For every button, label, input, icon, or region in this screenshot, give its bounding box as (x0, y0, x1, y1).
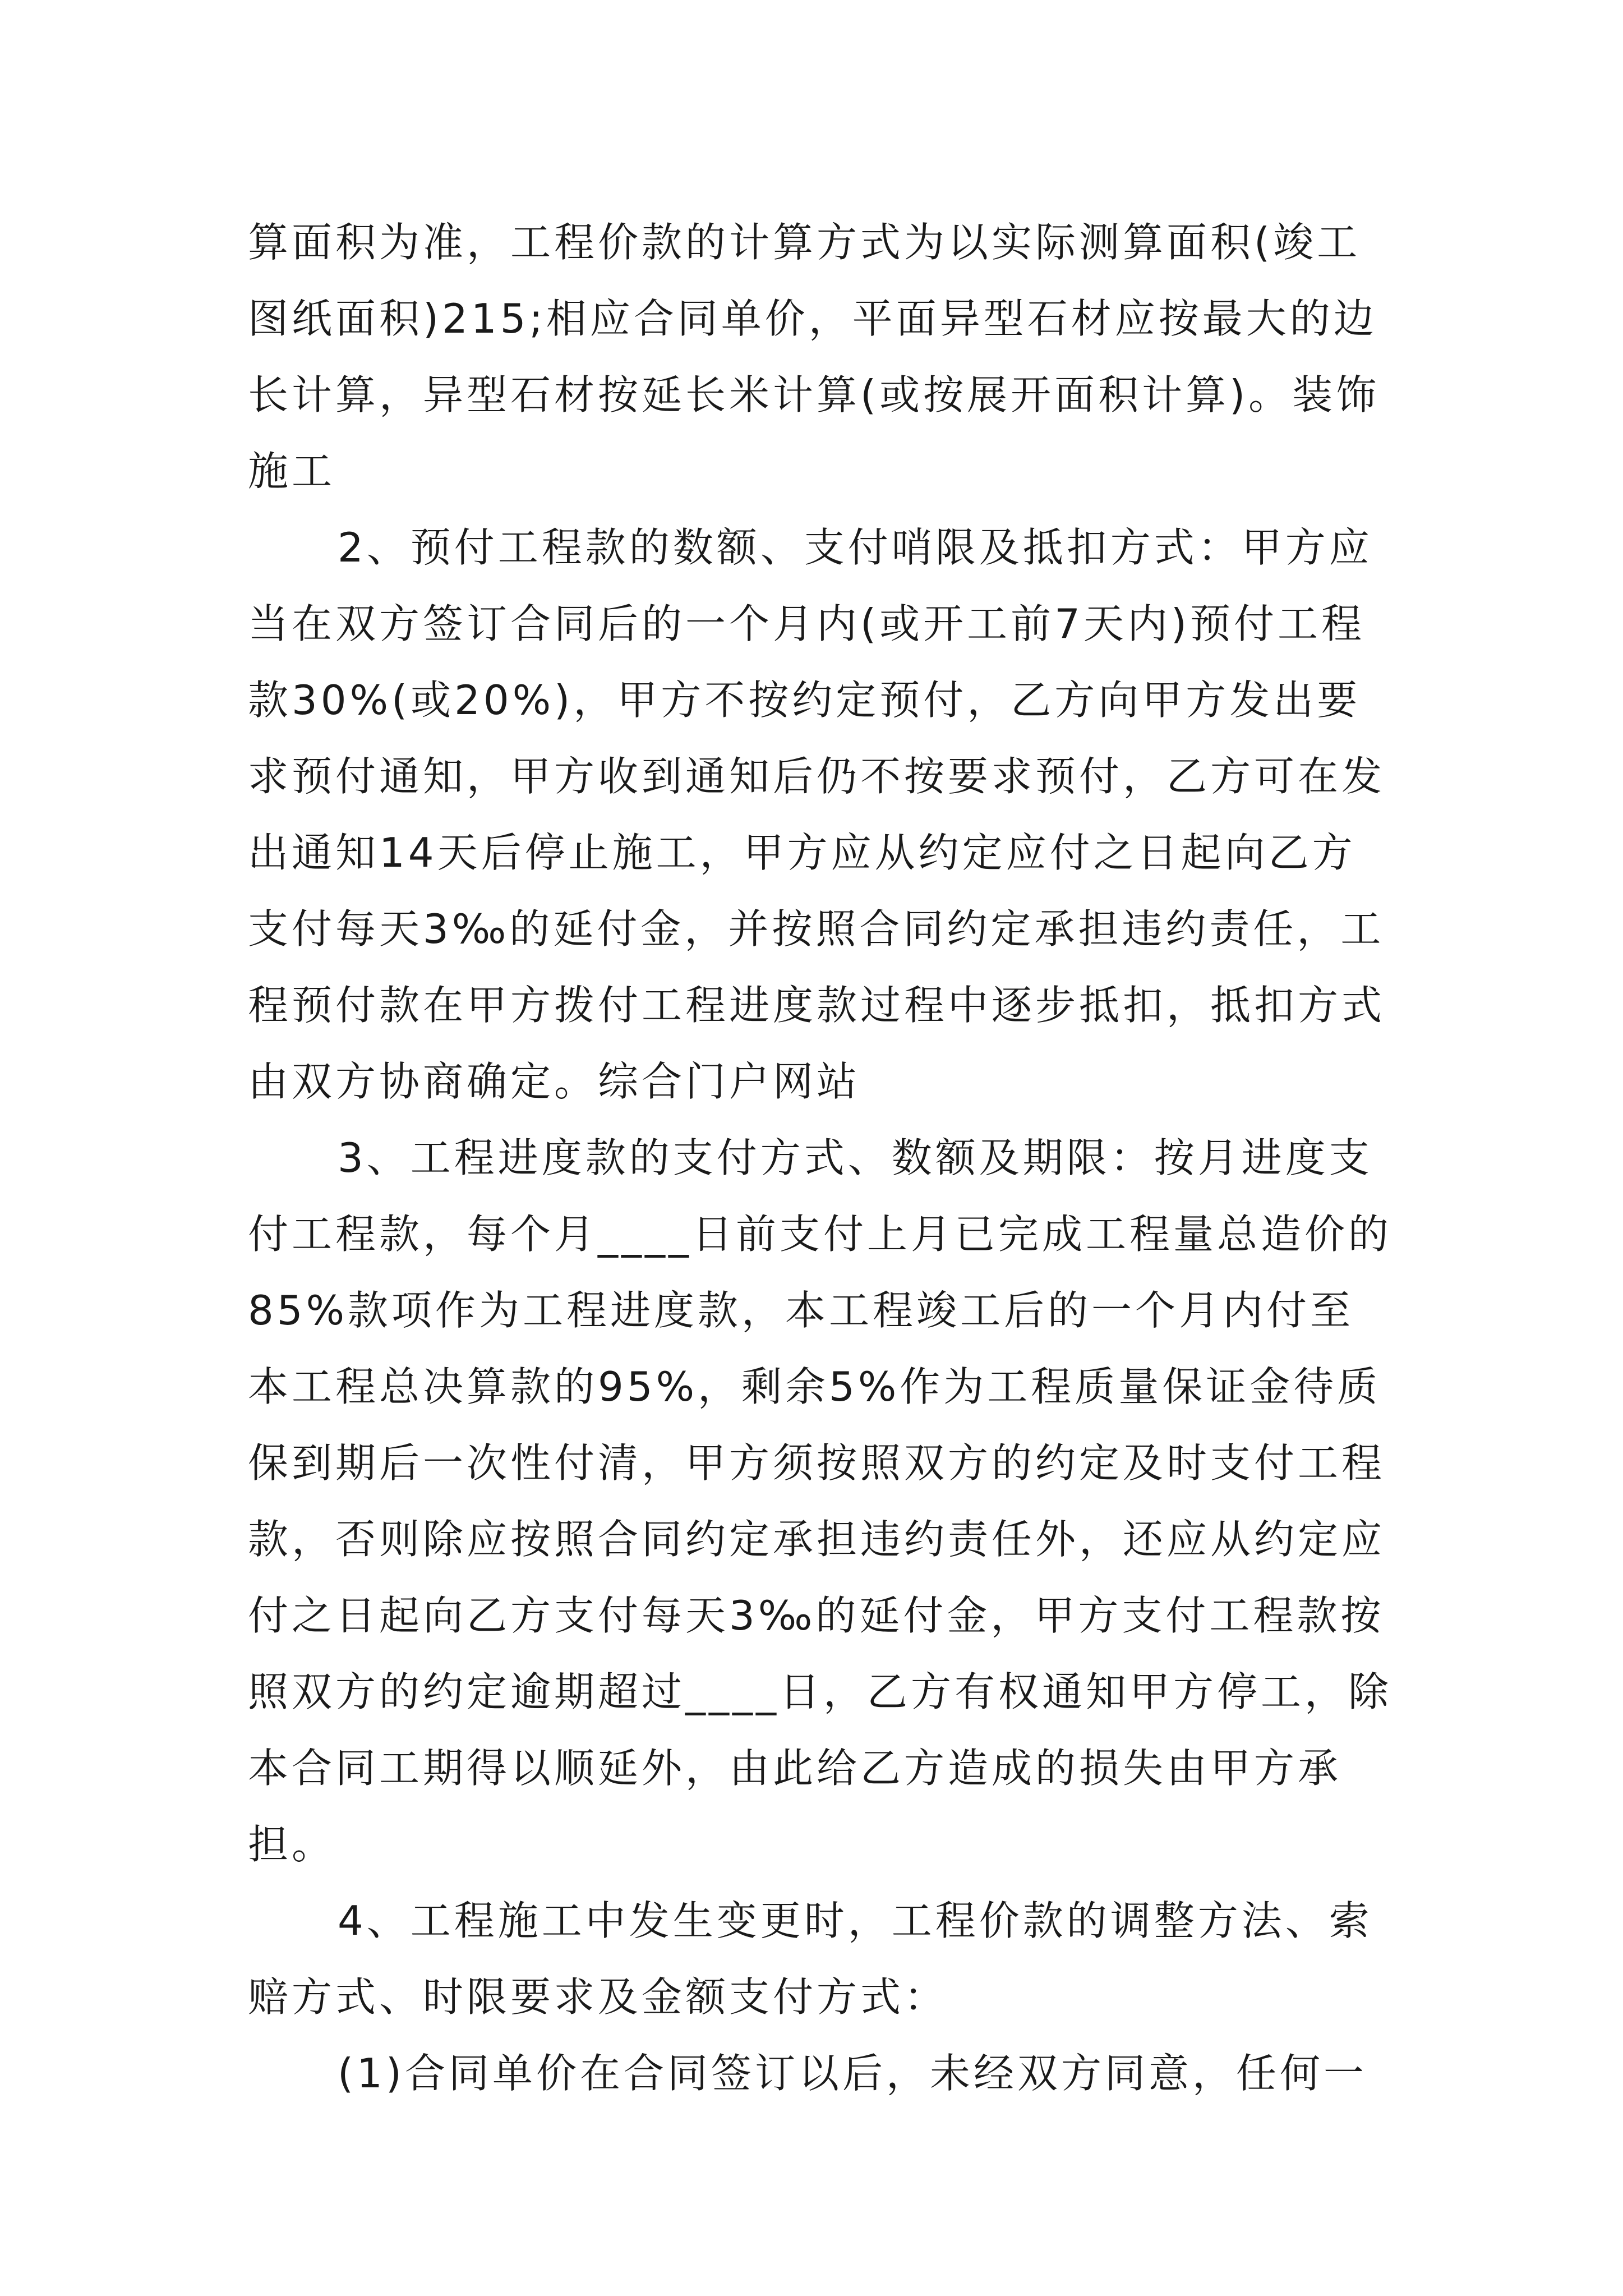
paragraph-unit-price: (1)合同单价在合同签订以后，未经双方同意，任何一 (338, 2050, 1367, 2097)
document-body (248, 204, 1392, 2111)
paragraph-price-adjustment: 4、工程施工中发生变更时，工程价款的调整方法、索赔方式、时限要求及金额支付方式： (248, 1897, 1373, 2021)
paragraph-continuation: 算面积为准，工程价款的计算方式为以实际测算面积(竣工图纸面积)215;相应合同单价，平面异型石材应按最大的边长计算，异型石材按延长米计算(或按展开面积计算)。装饰施工 (248, 219, 1380, 495)
paragraph-progress-payment: 3、工程进度款的支付方式、数额及期限：按月进度支付工程款，每个月____日前支付上月已完成工程量总造价的85%款项作为工程进度款，本工程竣工后的一个月内付至本工程总决算款的95%，剩余5%作为工程质量保证金待质保到期后一次性付清，甲方须按照双方的约定及时支付工程款，否则除应按照合同约定承担违约责任外，还应从约定应付之日起向乙方支付每天3‰的延付金，甲方支付工程款按照双方的约定逾期超过____日，乙方有权通知甲方停工，除本合同工期得以顺延外，由此给乙方造成的损失由甲方承担。 (248, 1134, 1393, 1868)
paragraph-advance-payment: 2、预付工程款的数额、支付哨限及抵扣方式：甲方应当在双方签订合同后的一个月内(或开工前7天内)预付工程款30%(或20%)，甲方不按约定预付，乙方向甲方发出要求预付通知，甲方收到通知后仍不按要求预付，乙方可在发出通知14天后停止施工，甲方应从约定应付之日起向乙方支付每天3‰的延付金，并按照合同约定承担违约责任，工程预付款在甲方拨付工程进度款过程中逐步抵扣，抵扣方式由双方协商确定。综合门户网站 (248, 524, 1386, 1105)
